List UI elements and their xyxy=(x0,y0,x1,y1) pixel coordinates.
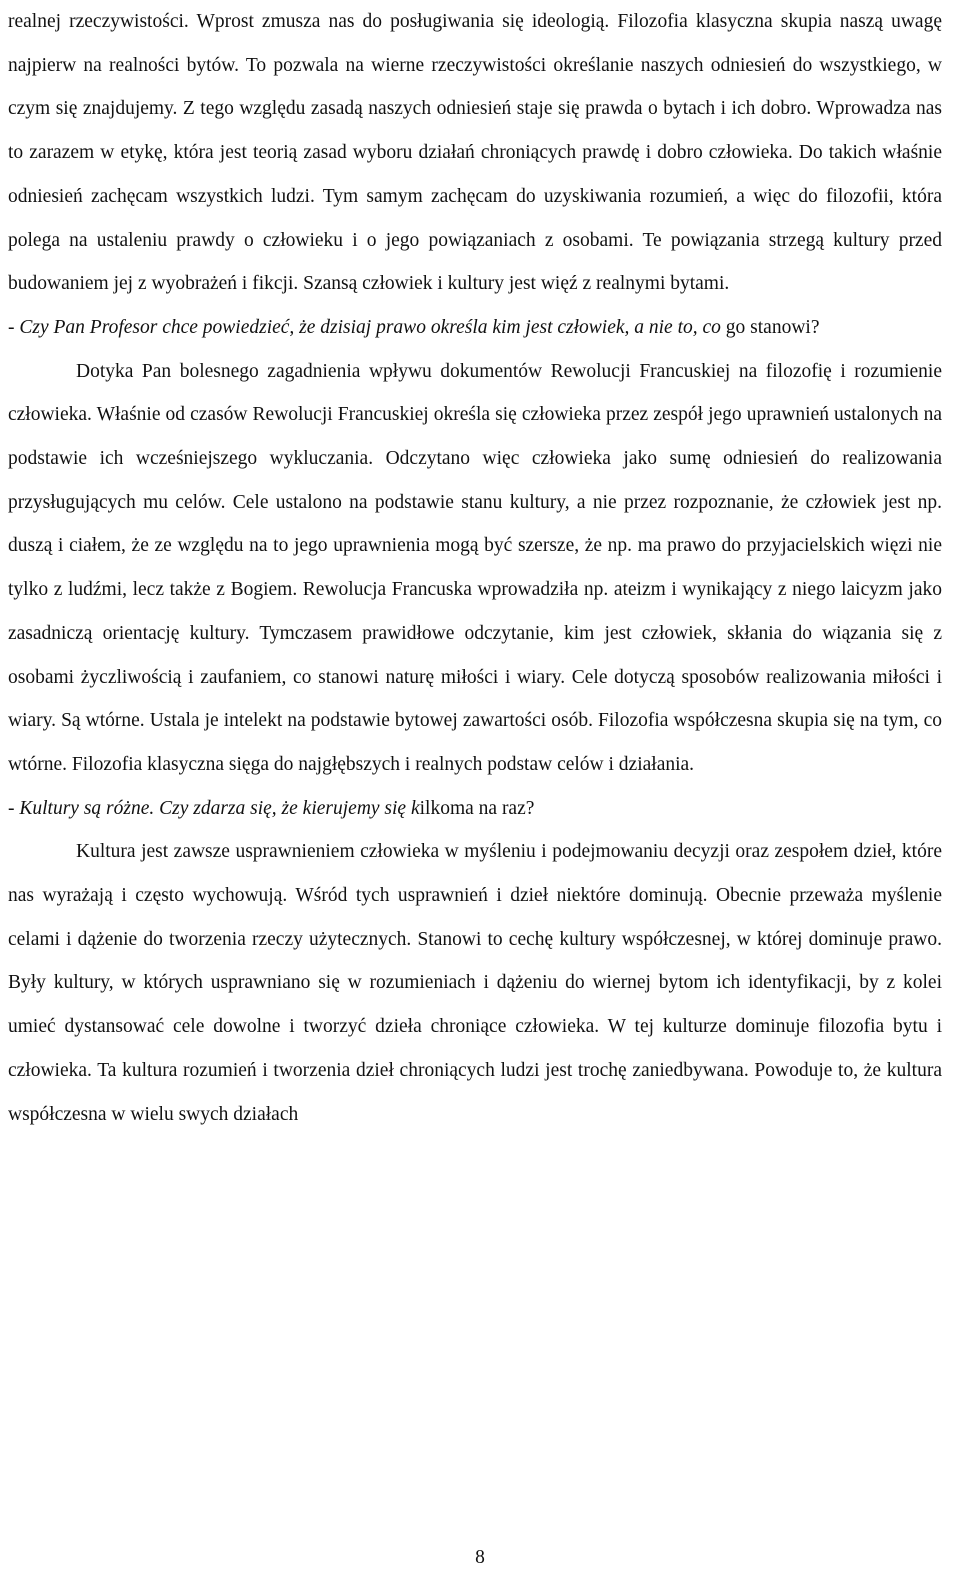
body-text xyxy=(8,0,942,1136)
question-dash: - xyxy=(8,316,20,338)
interview-question-1 xyxy=(8,306,942,350)
interview-answer-1: Dotyka Pan bolesnego zagadnienia wpływu dokumentów Rewolucji Francuskiej na filozofię i rozumienie człowieka. Właśnie od czasów Rewolucji Francuskiej określa się człowieka przez zespół jego uprawnień ustalonych na podstawie ich wcześniejszego wykluczania. Odczytano więc człowieka jako sumę odniesień do realizowania przysługujących mu celów. Cele ustalono na podstawie stanu kultury, a nie przez rozpoznanie, że człowiek jest np. duszą i ciałem, że ze względu na to jego uprawnienia mogą być szersze, że np. ma prawo do przyjacielskich więzi nie tylko z ludźmi, lecz także z Bogiem. Rewolucja Francuska wprowadziła np. ateizm i wynikający z niego laicyzm jako zasadniczą orientację kultury. Tymczasem prawidłowe odczytanie, kim jest człowiek, skłania do wiązania się z osobami życzliwością i zaufaniem, co stanowi naturę miłości i wiary. Cele dotyczą sposobów realizowania miłości i wiary. Są wtórne. Ustala je intelekt na podstawie bytowej zawartości osób. Filozofia współczesna skupia się na tym, co wtórne. Filozofia klasyczna sięga do najgłębszych i realnych podstaw celów i działania. xyxy=(8,360,942,775)
question-dash: - xyxy=(8,797,20,819)
paragraph-continuation: realnej rzeczywistości. Wprost zmusza nas do posługiwania się ideologią. Filozofia klasyczna skupia naszą uwagę najpierw na realności bytów. To pozwala na wierne rzeczywistości określanie naszych odniesień do wszystkiego, w czym się znajdujemy. Z tego względu zasadą naszych odniesień staje się prawda o bytach i ich dobro. Wprowadza nas to zarazem w etykę, która jest teorią zasad wyboru działań chroniących prawdę i dobro człowieka. Do takich właśnie odniesień zachęcam wszystkich ludzi. Tym samym zachęcam do uzyskiwania rozumień, a więc do filozofii, która polega na ustaleniu prawdy o człowieku i o jego powiązaniach z osobami. Te powiązania strzegą kultury przed budowaniem jej z wyobrażeń i fikcji. Szansą człowiek i kultury jest więź z realnymi bytami. xyxy=(8,11,942,295)
question-italic-text: Kultury są różne. Czy zdarza się, że kierujemy się k xyxy=(19,797,420,819)
question-italic-text: Czy Pan Profesor chce powiedzieć, że dzisiaj prawo określa kim jest człowiek, a nie to, co xyxy=(19,316,721,338)
question-rest-text: ilkoma na raz? xyxy=(419,797,535,819)
page-number: 8 xyxy=(475,1547,485,1568)
question-rest-text: go stanowi? xyxy=(720,316,820,338)
interview-answer-2: Kultura jest zawsze usprawnieniem człowieka w myśleniu i podejmowaniu decyzji oraz zespołem dzieł, które nas wyrażają i często wychowują. Wśród tych usprawnień i dzieł niektóre dominują. Obecnie przeważa myślenie celami i dążenie do tworzenia rzeczy użytecznych. Stanowi to cechę kultury współczesnej, w której dominuje prawo. Były kultury, w których usprawniano się w rozumieniach i dążeniu do wiernej bytom ich identyfikacji, by z kolei umieć dystansować cele dowolne i tworzyć dzieła chroniące człowieka. W tej kulturze dominuje filozofia bytu i człowieka. Ta kultura rozumień i tworzenia dzieł chroniących ludzi jest trochę zaniedbywana. Powoduje to, że kultura współczesna w wielu swych działach xyxy=(8,841,942,1125)
interview-question-2 xyxy=(8,787,942,831)
